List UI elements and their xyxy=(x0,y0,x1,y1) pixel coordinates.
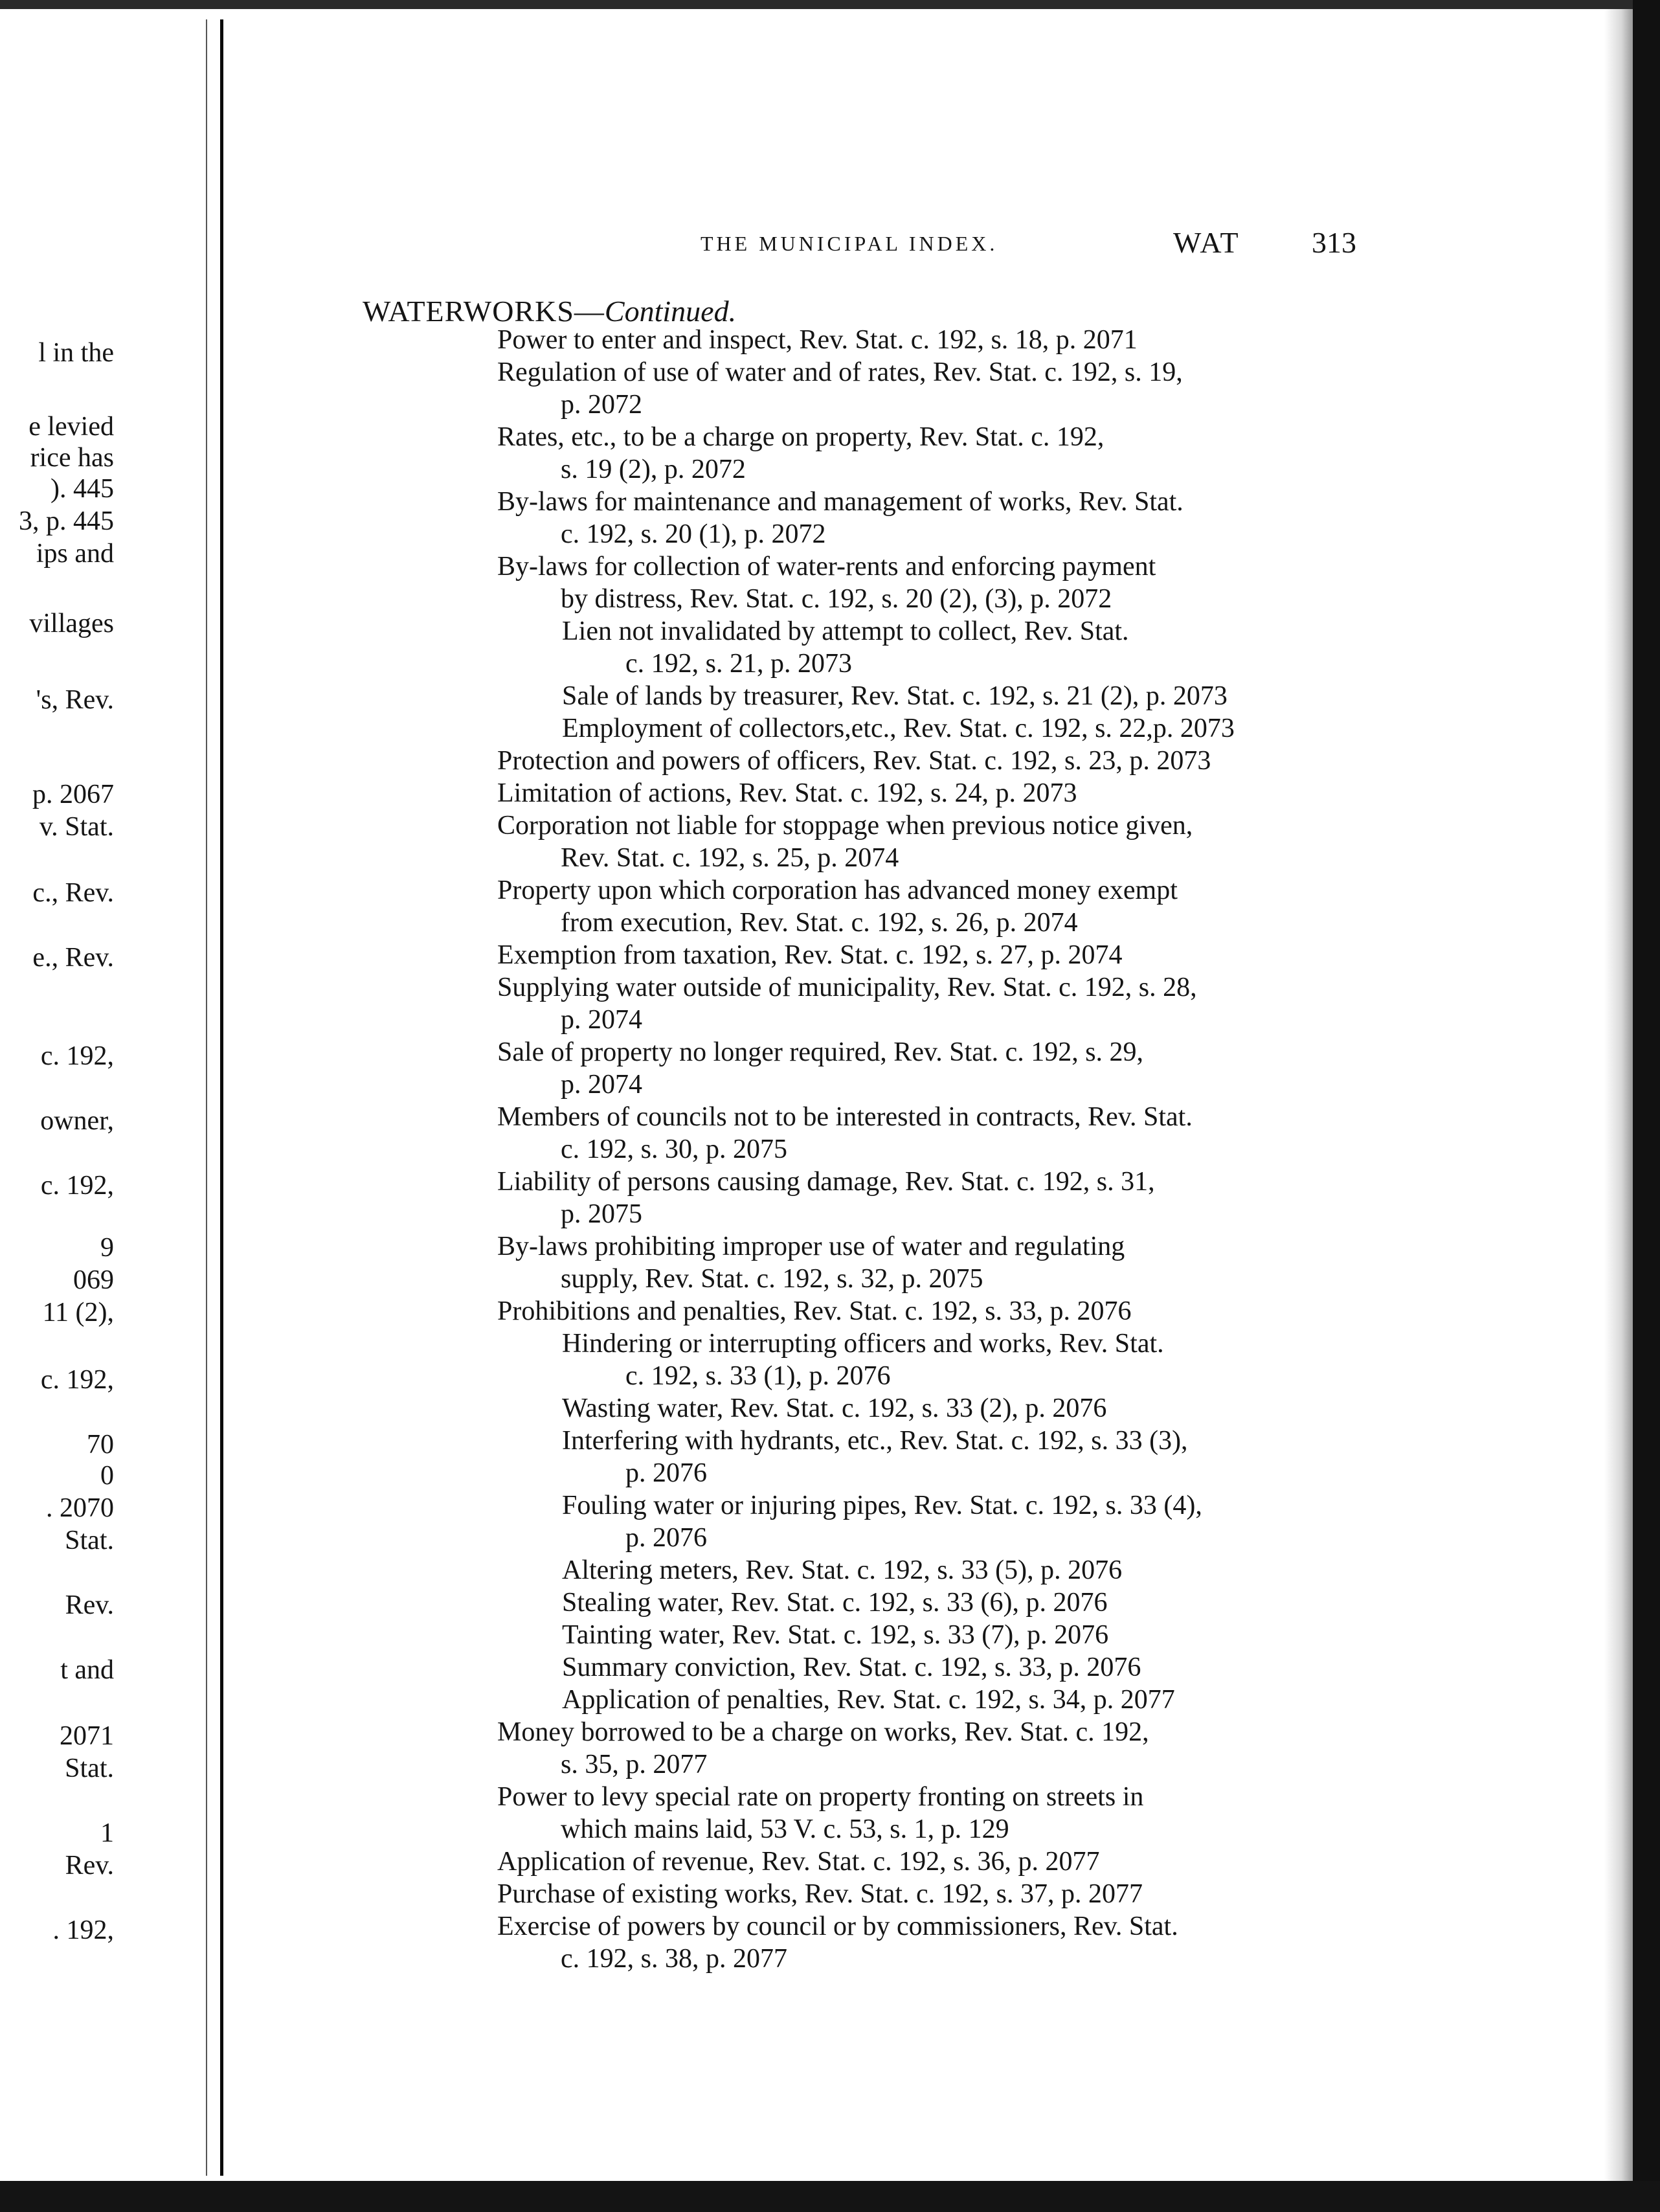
index-entry-line: Power to levy special rate on property fronting on streets in xyxy=(497,1782,1144,1812)
index-entry-line: Limitation of actions, Rev. Stat. c. 192, s. 24, p. 2073 xyxy=(497,778,1077,808)
index-subentry-line: Interfering with hydrants, etc., Rev. Stat. c. 192, s. 33 (3), xyxy=(562,1426,1188,1456)
facing-page-text: Stat. xyxy=(65,1526,114,1555)
index-entry-line: s. 35, p. 2077 xyxy=(561,1750,708,1779)
index-subentry-line: c. 192, s. 21, p. 2073 xyxy=(625,649,852,679)
facing-page-text: 3, p. 445 xyxy=(19,506,114,536)
facing-page-text: ). 445 xyxy=(50,474,114,504)
facing-page-text: 0 xyxy=(100,1461,114,1491)
facing-page-text: t and xyxy=(60,1655,114,1685)
index-subentry-line: Wasting water, Rev. Stat. c. 192, s. 33 (2), p. 2076 xyxy=(562,1394,1107,1423)
index-entry-line: Prohibitions and penalties, Rev. Stat. c. 192, s. 33, p. 2076 xyxy=(497,1296,1132,1326)
index-entry-line: Rev. Stat. c. 192, s. 25, p. 2074 xyxy=(561,843,899,873)
facing-page-text: villages xyxy=(29,609,114,638)
index-entry-line: Property upon which corporation has advanced money exempt xyxy=(497,875,1178,905)
facing-page-text: 2071 xyxy=(60,1721,114,1751)
facing-page-text: l in the xyxy=(38,338,114,368)
running-head xyxy=(0,225,1660,264)
facing-page-text: 's, Rev. xyxy=(36,685,114,715)
index-entry-line: p. 2075 xyxy=(561,1199,642,1229)
index-entry-line: Sale of property no longer required, Rev. Stat. c. 192, s. 29, xyxy=(497,1037,1144,1067)
index-subentry-line: Hindering or interrupting officers and works, Rev. Stat. xyxy=(562,1329,1164,1359)
index-entry-line: By-laws for collection of water-rents and enforcing payment xyxy=(497,552,1156,581)
index-entry-line: Liability of persons causing damage, Rev. Stat. c. 192, s. 31, xyxy=(497,1167,1155,1197)
running-head-title: THE MUNICIPAL INDEX. xyxy=(701,232,998,255)
index-entry-line: By-laws for maintenance and management of works, Rev. Stat. xyxy=(497,487,1183,517)
facing-page-text: c. 192, xyxy=(40,1365,114,1395)
facing-page-text: e., Rev. xyxy=(32,943,114,973)
index-subentry-line: c. 192, s. 33 (1), p. 2076 xyxy=(625,1361,891,1391)
index-subentry-line: p. 2076 xyxy=(625,1523,707,1553)
index-entry-line: p. 2072 xyxy=(561,390,642,420)
facing-page-fragment xyxy=(0,9,206,2181)
index-subentry-line: Altering meters, Rev. Stat. c. 192, s. 33 (5), p. 2076 xyxy=(562,1555,1123,1585)
facing-page-text: ips and xyxy=(36,539,114,569)
index-entry-line: Members of councils not to be interested in contracts, Rev. Stat. xyxy=(497,1102,1193,1132)
index-entry-line: c. 192, s. 38, p. 2077 xyxy=(561,1944,787,1974)
page-edge-shadow xyxy=(1604,9,1633,2181)
index-subentry-line: Stealing water, Rev. Stat. c. 192, s. 33 (6), p. 2076 xyxy=(562,1588,1108,1618)
facing-page-text: e levied xyxy=(28,412,114,442)
index-subentry-line: Application of penalties, Rev. Stat. c. 192, s. 34, p. 2077 xyxy=(562,1685,1175,1715)
index-entry-line: supply, Rev. Stat. c. 192, s. 32, p. 2075 xyxy=(561,1264,983,1294)
facing-page-text: 1 xyxy=(100,1818,114,1848)
running-head-section-code: WAT xyxy=(1173,226,1240,259)
scan-border-bottom xyxy=(0,2181,1660,2212)
facing-page-text: c., Rev. xyxy=(32,878,114,908)
facing-page-text: c. 192, xyxy=(40,1171,114,1201)
facing-page-edge xyxy=(206,19,207,2176)
facing-page-text: Stat. xyxy=(65,1754,114,1783)
page-gutter-line xyxy=(220,19,223,2176)
facing-page-text: 9 xyxy=(100,1233,114,1263)
index-entry-line: By-laws prohibiting improper use of water and regulating xyxy=(497,1232,1125,1261)
index-entry-line: Regulation of use of water and of rates, Rev. Stat. c. 192, s. 19, xyxy=(497,357,1183,387)
facing-page-text: rice has xyxy=(30,443,114,473)
index-entry-line: c. 192, s. 20 (1), p. 2072 xyxy=(561,519,826,549)
index-entry-line: Exercise of powers by council or by commissioners, Rev. Stat. xyxy=(497,1912,1178,1941)
index-entry-line: from execution, Rev. Stat. c. 192, s. 26, p. 2074 xyxy=(561,908,1078,938)
index-subentry-line: Tainting water, Rev. Stat. c. 192, s. 33 (7), p. 2076 xyxy=(562,1620,1109,1650)
page-number: 313 xyxy=(1312,226,1356,259)
index-subentry-line: p. 2076 xyxy=(625,1458,707,1488)
index-subentry-line: Summary conviction, Rev. Stat. c. 192, s. 33, p. 2076 xyxy=(562,1653,1141,1682)
facing-page-text: c. 192, xyxy=(40,1041,114,1071)
index-subentry-line: Sale of lands by treasurer, Rev. Stat. c. 192, s. 21 (2), p. 2073 xyxy=(562,681,1228,711)
facing-page-text: Rev. xyxy=(65,1851,114,1880)
index-entry-line: Power to enter and inspect, Rev. Stat. c. 192, s. 18, p. 2071 xyxy=(497,325,1138,355)
index-entry-line: Supplying water outside of municipality, Rev. Stat. c. 192, s. 28, xyxy=(497,973,1197,1002)
index-entry-line: c. 192, s. 30, p. 2075 xyxy=(561,1134,787,1164)
index-entry-line: by distress, Rev. Stat. c. 192, s. 20 (2), (3), p. 2072 xyxy=(561,584,1112,614)
facing-page-text: . 192, xyxy=(52,1915,114,1945)
facing-page-text: 70 xyxy=(87,1430,114,1460)
facing-page-text: 11 (2), xyxy=(42,1298,114,1327)
facing-page-text: v. Stat. xyxy=(39,812,114,842)
index-entry-line: Exemption from taxation, Rev. Stat. c. 192, s. 27, p. 2074 xyxy=(497,940,1123,970)
index-heading-main: WATERWORKS— xyxy=(363,295,605,328)
index-entry-line: which mains laid, 53 V. c. 53, s. 1, p. 129 xyxy=(561,1814,1009,1844)
index-entry-line: Corporation not liable for stoppage when previous notice given, xyxy=(497,811,1193,841)
index-entry-line: Money borrowed to be a charge on works, Rev. Stat. c. 192, xyxy=(497,1717,1149,1747)
index-entry-line: s. 19 (2), p. 2072 xyxy=(561,455,746,484)
facing-page-text: p. 2067 xyxy=(32,780,114,809)
facing-page-text: 069 xyxy=(73,1265,114,1295)
index-entry-line: p. 2074 xyxy=(561,1070,642,1100)
scan-border-right xyxy=(1633,0,1660,2212)
index-subentry-line: Lien not invalidated by attempt to collect, Rev. Stat. xyxy=(562,616,1129,646)
index-heading-continued: Continued. xyxy=(604,295,737,328)
index-entry-line: Protection and powers of officers, Rev. Stat. c. 192, s. 23, p. 2073 xyxy=(497,746,1211,776)
index-entry-line: Purchase of existing works, Rev. Stat. c. 192, s. 37, p. 2077 xyxy=(497,1879,1143,1909)
scan-border-top xyxy=(0,0,1660,9)
index-entry-line: Application of revenue, Rev. Stat. c. 192, s. 36, p. 2077 xyxy=(497,1847,1100,1877)
facing-page-text: . 2070 xyxy=(46,1493,114,1523)
index-entry-line: Rates, etc., to be a charge on property, Rev. Stat. c. 192, xyxy=(497,422,1105,452)
index-entry-line: p. 2074 xyxy=(561,1005,642,1035)
facing-page-text: Rev. xyxy=(65,1590,114,1620)
index-subentry-line: Fouling water or injuring pipes, Rev. Stat. c. 192, s. 33 (4), xyxy=(562,1491,1202,1520)
facing-page-text: owner, xyxy=(40,1106,114,1136)
index-subentry-line: Employment of collectors,etc., Rev. Stat. c. 192, s. 22,p. 2073 xyxy=(562,714,1235,743)
